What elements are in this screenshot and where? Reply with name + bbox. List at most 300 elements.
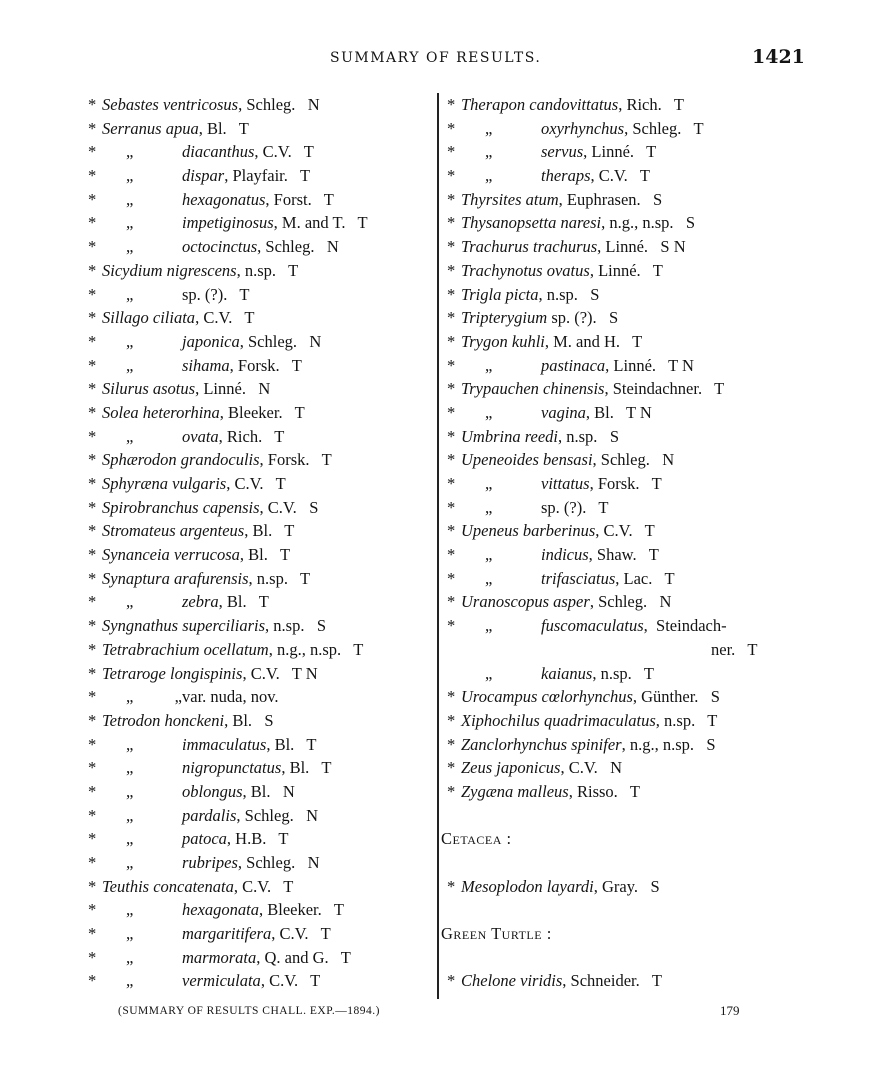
asterisk: * <box>447 687 456 707</box>
list-item <box>447 590 792 614</box>
authority: , Schleg. <box>589 592 648 612</box>
locality-code: T <box>328 947 351 967</box>
ditto-mark: „ <box>126 142 134 162</box>
asterisk: * <box>88 876 97 896</box>
asterisk: * <box>447 734 456 754</box>
species-name: grandoculis <box>180 450 260 470</box>
list-item <box>447 496 792 520</box>
species-name: cœlorhynchus <box>541 687 633 707</box>
authority: , Bl. <box>218 592 247 612</box>
genus-name: Silurus <box>102 379 153 399</box>
ditto-mark: „ <box>485 497 493 517</box>
right-column <box>441 93 792 993</box>
authority: , n.g., n.sp. <box>601 213 674 233</box>
locality-code: S <box>698 687 720 707</box>
authority: , M. and T. <box>273 213 346 233</box>
authority: , Schneider. <box>562 971 640 991</box>
locality-code: T <box>291 142 314 162</box>
authority: , n.sp. <box>248 568 288 588</box>
genus-name: Chelone <box>461 971 521 991</box>
continuation-text: ner. <box>711 639 736 659</box>
species-name: ocellatum <box>203 639 269 659</box>
left-column <box>88 93 420 993</box>
authority: , Bl. <box>266 734 295 754</box>
ditto-mark: „ <box>485 663 493 683</box>
genus-name: Sphærodon <box>102 450 181 470</box>
authority: , Rich. <box>618 95 662 114</box>
locality-code: T <box>272 521 295 541</box>
list-item <box>447 330 792 354</box>
genus-name: Upeneoides <box>461 450 544 470</box>
authority: , Schleg. <box>592 450 650 470</box>
spacer <box>447 898 792 922</box>
authority: , C.V. <box>226 474 264 493</box>
spacer <box>447 946 792 970</box>
authority: , n.sp. <box>592 663 632 683</box>
asterisk: * <box>447 521 456 541</box>
locality-code: T <box>298 971 321 991</box>
ditto-mark: „ <box>126 805 134 825</box>
list-item <box>88 851 420 875</box>
species-name: diacanthus <box>182 142 255 162</box>
authority: , Bl. <box>198 118 227 138</box>
asterisk: * <box>88 829 97 849</box>
list-item <box>447 733 792 757</box>
locality-code: S <box>640 189 663 209</box>
species-name: candovittatus <box>529 95 619 114</box>
ditto-mark: „ <box>126 781 134 801</box>
asterisk: * <box>447 545 456 565</box>
locality-code: T <box>287 568 311 588</box>
spacer <box>447 851 792 875</box>
list-item <box>88 188 420 212</box>
species-name: octocinctus <box>182 237 258 257</box>
ditto-mark: „ <box>485 118 493 138</box>
genus-name: Zanclorhynchus <box>461 734 572 754</box>
asterisk: * <box>88 213 97 233</box>
locality-code: T N <box>613 402 652 422</box>
genus-name: Teuthis <box>102 876 154 896</box>
asterisk: * <box>447 355 456 375</box>
species-name: servus <box>541 142 584 162</box>
authority: , Bl. <box>224 710 253 730</box>
authority: , Playfair. <box>224 166 288 186</box>
asterisk: * <box>447 710 456 730</box>
species-name: barberinus <box>522 521 596 541</box>
authority: , Schleg. <box>236 805 294 825</box>
authority: , Bleeker. <box>258 900 322 920</box>
locality-code: S N <box>648 237 686 257</box>
species-name: viridis <box>520 971 563 991</box>
asterisk: * <box>447 284 456 304</box>
authority: , Bl. <box>239 545 268 565</box>
locality-code: T <box>287 166 311 186</box>
authority: , n.g., n.sp. <box>621 734 694 754</box>
authority: , Forsk. <box>229 355 280 375</box>
list-item <box>88 590 420 614</box>
locality-code: N <box>295 95 320 114</box>
locality-code: T <box>308 924 331 944</box>
locality-code: T <box>639 474 662 493</box>
asterisk: * <box>447 781 456 801</box>
list-item <box>88 117 420 141</box>
species-name: marmorata <box>182 947 257 967</box>
species-name: immaculatus <box>182 734 267 754</box>
authority: , Gray. <box>593 876 639 896</box>
asterisk: * <box>88 853 97 872</box>
asterisk: * <box>447 497 456 517</box>
genus-name: Trygon <box>461 331 512 351</box>
species-name: margaritifera <box>182 924 272 944</box>
authority: , Forsk. <box>589 474 640 493</box>
genus-name: Thysanopsetta <box>461 213 561 233</box>
authority: , Linné. <box>597 237 649 257</box>
authority: , Linné. <box>589 260 641 280</box>
authority: , M. and H. <box>544 331 621 351</box>
authority: , Linné. <box>605 355 657 375</box>
locality-code: T <box>636 545 659 565</box>
locality-code: T N <box>279 663 318 683</box>
asterisk: * <box>447 237 456 257</box>
list-item <box>447 756 792 780</box>
species-name: ventricosus <box>162 95 239 114</box>
list-item <box>447 188 792 212</box>
locality-code: T <box>639 971 662 991</box>
list-item <box>447 117 792 141</box>
genus-name: Stromateus <box>102 521 180 541</box>
locality-code: T <box>263 474 286 493</box>
locality-code: T <box>309 450 332 470</box>
genus-name: Solea <box>102 402 143 422</box>
list-item <box>88 496 420 520</box>
locality-code: T <box>276 260 299 280</box>
list-item <box>447 306 792 330</box>
ditto-mark: „ <box>485 616 493 636</box>
asterisk: * <box>88 95 97 114</box>
species-name: dispar <box>182 166 225 186</box>
genus-name: Serranus <box>102 118 166 138</box>
asterisk: * <box>447 971 456 991</box>
species-name: concatenata <box>153 876 234 896</box>
species-name: japonicus <box>496 758 561 778</box>
list-item <box>88 140 420 164</box>
asterisk: * <box>88 781 97 801</box>
asterisk: * <box>88 450 97 470</box>
species-name: kuhli <box>511 331 545 351</box>
ditto-mark: „ <box>126 947 134 967</box>
species-name: superciliaris <box>182 616 266 636</box>
asterisk: * <box>447 876 456 896</box>
list-item <box>88 543 420 567</box>
species-name: picta <box>505 284 539 304</box>
list-item <box>447 638 792 662</box>
species-name: fuscomaculatus <box>541 616 644 636</box>
species-name: layardi <box>546 876 594 896</box>
species-name: atum <box>525 189 559 209</box>
list-item <box>88 235 420 259</box>
sheet-number: 179 <box>720 1003 740 1018</box>
asterisk: * <box>447 213 456 233</box>
asterisk: * <box>88 426 97 446</box>
asterisk: * <box>88 758 97 778</box>
list-item <box>88 780 420 804</box>
species-name: oblongus <box>182 781 243 801</box>
locality-code: T <box>271 876 294 896</box>
list-item <box>88 377 420 401</box>
ditto-mark: „ <box>126 237 134 257</box>
authority: , Lac. <box>615 568 653 588</box>
ditto-mark: „ „ <box>126 687 182 707</box>
list-item <box>88 330 420 354</box>
species-name: kaianus <box>541 663 593 683</box>
locality-code: T <box>309 758 332 778</box>
ditto-mark: „ <box>126 213 134 233</box>
authority: , C.V. <box>595 521 633 541</box>
asterisk: * <box>88 545 97 565</box>
species-name: pardalis <box>182 805 237 825</box>
locality-code: T <box>661 95 684 114</box>
authority: , n.g., n.sp. <box>268 639 342 659</box>
authority: , Schleg. <box>239 331 298 351</box>
locality-code: S <box>597 426 619 446</box>
species-name: sihama <box>182 355 230 375</box>
locality-code: T <box>695 710 718 730</box>
list-item <box>88 354 420 378</box>
ditto-mark: „ <box>126 284 134 304</box>
list-item <box>88 733 420 757</box>
ditto-mark: „ <box>126 971 134 991</box>
genus-name: Synaptura <box>102 568 174 588</box>
section-heading: Cetacea : <box>441 829 512 849</box>
list-item <box>88 519 420 543</box>
species-name: longispinis <box>170 663 243 683</box>
genus-name: Umbrina <box>461 426 525 446</box>
authority: , Q. and G. <box>256 947 329 967</box>
authority: , Bleeker. <box>219 402 283 422</box>
authority: , C.V. <box>254 142 292 162</box>
genus-name: Trypauchen <box>461 379 544 399</box>
ditto-mark: „ <box>126 853 134 872</box>
species-name: theraps <box>541 166 591 186</box>
locality-code: N <box>297 331 322 351</box>
ditto-mark: „ <box>485 355 493 375</box>
list-item <box>88 283 420 307</box>
asterisk: * <box>447 616 456 636</box>
authority: , C.V. <box>242 663 280 683</box>
species-name: vulgaris <box>172 474 227 493</box>
species-name: vagina <box>541 402 586 422</box>
list-item <box>88 211 420 235</box>
species-name: honckeni <box>164 710 225 730</box>
authority: sp. (?). <box>547 308 597 328</box>
locality-code: S <box>304 616 327 636</box>
list-item <box>447 211 792 235</box>
locality-code: T <box>345 213 368 233</box>
locality-code: T <box>321 900 344 920</box>
genus-name: Therapon <box>461 95 530 114</box>
asterisk: * <box>88 639 97 659</box>
genus-name: Trigla <box>461 284 506 304</box>
locality-code: T <box>341 639 364 659</box>
locality-code: T <box>632 521 655 541</box>
locality-code: T <box>702 379 725 399</box>
locality-code: T <box>262 426 285 446</box>
asterisk: * <box>88 924 97 944</box>
running-header: SUMMARY OF RESULTS. <box>330 50 542 66</box>
list-item <box>447 377 792 401</box>
authority: , C.V. <box>233 876 272 896</box>
genus-name: Urocampus <box>461 687 542 707</box>
locality-code: T N <box>656 355 694 375</box>
asterisk: * <box>88 402 97 422</box>
genus-name: Sicydium <box>102 260 167 280</box>
locality-code: T <box>294 734 317 754</box>
asterisk: * <box>88 379 97 399</box>
asterisk: * <box>88 687 97 707</box>
list-item <box>88 756 420 780</box>
species-name: hexagonatus <box>182 189 266 209</box>
locality-code: T <box>282 402 305 422</box>
asterisk: * <box>447 568 456 588</box>
asterisk: * <box>447 592 456 612</box>
locality-code: T <box>652 568 675 588</box>
species-name: asper <box>553 592 590 612</box>
authority: , n.sp. <box>236 260 276 280</box>
locality-code: T <box>279 355 302 375</box>
authority: , H.B. <box>226 829 267 849</box>
ditto-mark: „ <box>126 829 134 849</box>
locality-code: N <box>647 592 672 612</box>
list-item <box>447 354 792 378</box>
authority: , C.V. <box>560 758 598 778</box>
list-item <box>447 472 792 496</box>
asterisk: * <box>88 142 97 162</box>
authority: , n.sp. <box>265 616 305 636</box>
locality-code: N <box>293 805 318 825</box>
authority: , n.sp. <box>655 710 696 730</box>
list-item <box>447 709 792 733</box>
asterisk: * <box>447 450 456 470</box>
list-item <box>88 922 420 946</box>
ditto-mark: „ <box>126 166 134 186</box>
list-item <box>88 804 420 828</box>
authority: var. nuda, nov. <box>182 687 279 707</box>
list-item <box>447 567 792 591</box>
species-name: patoca <box>182 829 227 849</box>
authority: , Bl. <box>585 402 614 422</box>
list-item <box>88 567 420 591</box>
list-item <box>88 306 420 330</box>
asterisk: * <box>88 947 97 967</box>
section-heading: Green Turtle : <box>441 924 552 944</box>
asterisk: * <box>447 189 456 209</box>
asterisk: * <box>447 379 456 399</box>
list-item <box>88 401 420 425</box>
ditto-mark: „ <box>485 166 493 186</box>
asterisk: * <box>447 142 456 162</box>
species-name: reedi <box>524 426 559 446</box>
species-name: ovata <box>182 426 219 446</box>
authority: , Forsk. <box>259 450 310 470</box>
authority: , Bl. <box>244 521 273 541</box>
list-item <box>447 401 792 425</box>
locality-code: T <box>267 545 291 565</box>
authority: sp. (?). <box>182 284 228 304</box>
species-name: impetiginosus <box>182 213 274 233</box>
locality-code: S <box>252 710 274 730</box>
authority: , n.sp. <box>558 426 598 446</box>
species-name: trachurus <box>532 237 598 257</box>
list-item <box>447 283 792 307</box>
asterisk: * <box>88 616 97 636</box>
species-name: nigropunctatus <box>182 758 282 778</box>
species-name: hexagonata <box>182 900 259 920</box>
species-name: malleus <box>517 781 569 801</box>
locality-code: S <box>296 497 319 517</box>
authority: , C.V. <box>195 308 233 328</box>
authority: sp. (?). <box>541 497 587 517</box>
list-item <box>447 235 792 259</box>
ditto-mark: „ <box>126 734 134 754</box>
locality-code: N <box>295 853 320 872</box>
ditto-mark: „ <box>126 758 134 778</box>
asterisk: * <box>88 497 97 517</box>
list-item <box>447 780 792 804</box>
asterisk: * <box>447 308 456 328</box>
list-item <box>447 164 792 188</box>
authority: , C.V. <box>260 971 299 991</box>
list-item <box>447 140 792 164</box>
locality-code: S <box>596 308 619 328</box>
genus-name: Sebastes <box>102 95 163 114</box>
locality-code: N <box>245 379 271 399</box>
asterisk: * <box>88 331 97 351</box>
list-item <box>88 898 420 922</box>
list-item <box>88 164 420 188</box>
species-name: arafurensis <box>173 568 249 588</box>
asterisk: * <box>88 118 97 138</box>
list-item <box>447 93 792 117</box>
locality-code: N <box>597 758 623 778</box>
locality-code: T <box>617 781 640 801</box>
asterisk: * <box>88 592 97 612</box>
asterisk: * <box>88 521 97 541</box>
list-item <box>447 448 792 472</box>
genus-name: Sillago <box>102 308 153 328</box>
species-name: indicus <box>541 545 589 565</box>
genus-name: Sphyræna <box>102 474 173 493</box>
species-name: vermiculata <box>182 971 261 991</box>
authority: , Schleg. <box>257 237 315 257</box>
authority: , Euphrasen. <box>558 189 641 209</box>
ditto-mark: „ <box>485 142 493 162</box>
authority: , n.sp. <box>538 284 578 304</box>
list-item <box>88 875 420 899</box>
locality-code: T <box>640 260 663 280</box>
locality-code: T <box>226 118 249 138</box>
ditto-mark: „ <box>126 900 134 920</box>
authority: , Risso. <box>568 781 618 801</box>
locality-code: S <box>673 213 696 233</box>
species-name: rubripes <box>182 853 238 872</box>
locality-code: T <box>311 189 334 209</box>
authority: , Linné. <box>583 142 635 162</box>
species-name: ovatus <box>546 260 590 280</box>
asterisk: * <box>88 734 97 754</box>
species-name: naresi <box>560 213 602 233</box>
list-item <box>88 93 420 117</box>
list-item <box>447 614 792 638</box>
